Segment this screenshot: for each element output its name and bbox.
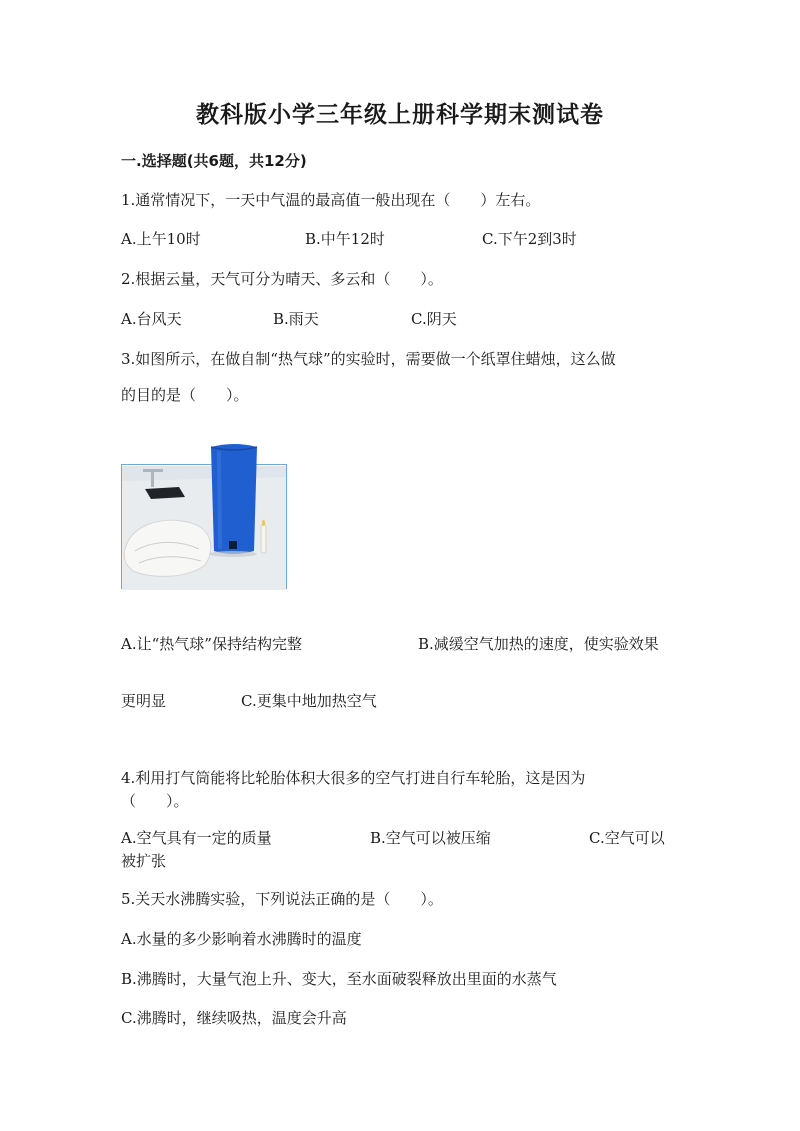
question-4-option-b: B.空气可以被压缩 [370, 829, 491, 847]
sink-icon [145, 487, 185, 499]
question-3-option-c: C.更集中地加热空气 [241, 692, 377, 710]
question-2-option-a: A.台风天 [121, 310, 182, 328]
question-5-stem: 5.关天水沸腾实验，下列说法正确的是（ ）。 [121, 890, 443, 908]
question-4-option-c: C.空气可以 [589, 829, 665, 847]
page-title: 教科版小学三年级上册科学期末测试卷 [196, 101, 604, 128]
question-5-option-a: A.水量的多少影响着水沸腾时的温度 [121, 930, 362, 948]
question-3-stem-line-1: 3.如图所示，在做自制“热气球”的实验时，需要做一个纸罩住蜡烛，这么做 [121, 350, 616, 368]
question-4-option-c-continued: 被扩张 [121, 852, 167, 870]
cylinder-opening [229, 541, 237, 549]
flame-icon [262, 520, 265, 526]
question-1-option-b: B.中午12时 [305, 230, 385, 248]
question-3-stem-line-2: 的目的是（ ）。 [121, 386, 249, 404]
question-1-option-a: A.上午10时 [121, 230, 201, 248]
question-4-stem-line-2: （ ）。 [121, 792, 189, 810]
question-3-option-b-continued: 更明显 [121, 692, 167, 710]
question-4-option-a: A.空气具有一定的质量 [121, 829, 272, 847]
question-3-option-a: A.让“热气球”保持结构完整 [121, 635, 302, 653]
question-4-stem-line-1: 4.利用打气筒能将比轮胎体积大很多的空气打进自行车轮胎，这是因为 [121, 769, 586, 787]
question-5-option-b: B.沸腾时，大量气泡上升、变大，至水面破裂释放出里面的水蒸气 [121, 970, 557, 988]
question-2-option-b: B.雨天 [273, 310, 319, 328]
experiment-photo [121, 464, 287, 589]
experiment-illustration [121, 441, 287, 601]
section-heading: 一.选择题(共6题，共12分) [121, 152, 307, 170]
question-1-option-c: C.下午2到3时 [482, 230, 577, 248]
question-1-stem: 1.通常情况下，一天中气温的最高值一般出现在（ ）左右。 [121, 191, 541, 209]
question-3-option-b: B.减缓空气加热的速度，使实验效果 [418, 635, 659, 653]
question-2-stem: 2.根据云量，天气可分为晴天、多云和（ ）。 [121, 270, 443, 288]
candle-icon [261, 525, 266, 553]
question-2-option-c: C.阴天 [411, 310, 457, 328]
question-5-option-c: C.沸腾时，继续吸热，温度会升高 [121, 1009, 347, 1027]
